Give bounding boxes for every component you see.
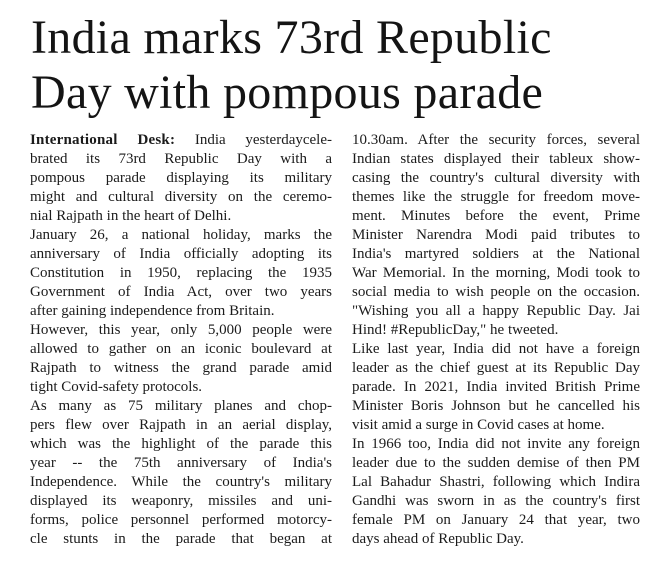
text-line: War Memorial. In the morning, Modi took to <box>352 265 640 281</box>
text-line: ment. Minutes before the event, Prime <box>352 208 640 224</box>
text-line: India's martyred soldiers at the National <box>352 246 640 262</box>
article-column-right <box>352 131 640 549</box>
text-line: Minister Boris Johnson but he cancelled his <box>352 398 640 414</box>
article-column-left <box>30 131 332 549</box>
text-line: cle stunts in the parade that began at <box>30 531 332 547</box>
text-line: female PM on January 24 that year, two <box>352 512 640 528</box>
headline-line-1: India marks 73rd Republic <box>31 11 552 64</box>
text-line: anniversary of India officially adopting its <box>30 246 332 262</box>
text-line: Rajpath to witness the grand parade amid <box>30 360 332 376</box>
text-line: displayed its weaponry, missiles and uni- <box>30 493 332 509</box>
text-line: Constitution in 1950, replacing the 1935 <box>30 265 332 281</box>
text-line: International Desk: India yesterdaycele- <box>30 132 332 148</box>
text-line: Indian states displayed their tableux show- <box>352 151 640 167</box>
text-line: brated its 73rd Republic Day with a <box>30 151 332 167</box>
text-line: after gaining independence from Britain. <box>30 303 275 319</box>
text-line: January 26, a national holiday, marks the <box>30 227 332 243</box>
text-line: casing the country's cultural diversity with <box>352 170 640 186</box>
text-line: 10.30am. After the security forces, several <box>352 132 640 148</box>
text-line: leader due to the sudden demise of then PM <box>352 455 640 471</box>
text-line: tight Covid-safety protocols. <box>30 379 203 395</box>
text-line: In 1966 too, India did not invite any foreign <box>352 436 640 452</box>
text-line: Hind! #RepublicDay," he tweeted. <box>352 322 559 338</box>
text-line: days ahead of Republic Day. <box>352 531 524 547</box>
text-line: As many as 75 military planes and chop- <box>30 398 332 414</box>
text-line: Independence. While the country's military <box>30 474 332 490</box>
headline <box>0 0 657 120</box>
headline-line-2: Day with pompous parade <box>31 66 544 119</box>
text-line: allowed to gather on an iconic boulevard at <box>30 341 332 357</box>
text-line: which was the highlight of the parade this <box>30 436 332 452</box>
text-line: Like last year, India did not have a foreign <box>352 341 640 357</box>
text-line: themes like the struggle for freedom move- <box>352 189 640 205</box>
text-line: Minister Narendra Modi paid tributes to <box>352 227 640 243</box>
text-line: forms, police personnel performed motorcy- <box>30 512 332 528</box>
text-line: social media to wish people on the occasion. <box>352 284 640 300</box>
text-line: year -- the 75th anniversary of India's <box>30 455 332 471</box>
text-line: might and cultural diversity on the ceremo- <box>30 189 332 205</box>
text-line: parade. In 2021, India invited British Prime <box>352 379 640 395</box>
text-line: Lal Bahadur Shastri, following which Indira <box>352 474 640 490</box>
text-line: However, this year, only 5,000 people were <box>30 322 332 338</box>
text-line: "Wishing you all a happy Republic Day. Jai <box>352 303 640 319</box>
text-line: visit amid a surge in Covid cases at home. <box>352 417 605 433</box>
article-body <box>30 131 640 549</box>
text-line: Gandhi was sworn in as the country's first <box>352 493 640 509</box>
dateline-label: International Desk: <box>30 132 176 148</box>
text-line: pers flew over Rajpath in an aerial display, <box>30 417 332 433</box>
text-line: nial Rajpath in the heart of Delhi. <box>30 208 232 224</box>
text-line: pompous parade displaying its military <box>30 170 332 186</box>
text-line: Government of India Act, over two years <box>30 284 332 300</box>
text-line: leader as the chief guest at its Republic Day <box>352 360 640 376</box>
